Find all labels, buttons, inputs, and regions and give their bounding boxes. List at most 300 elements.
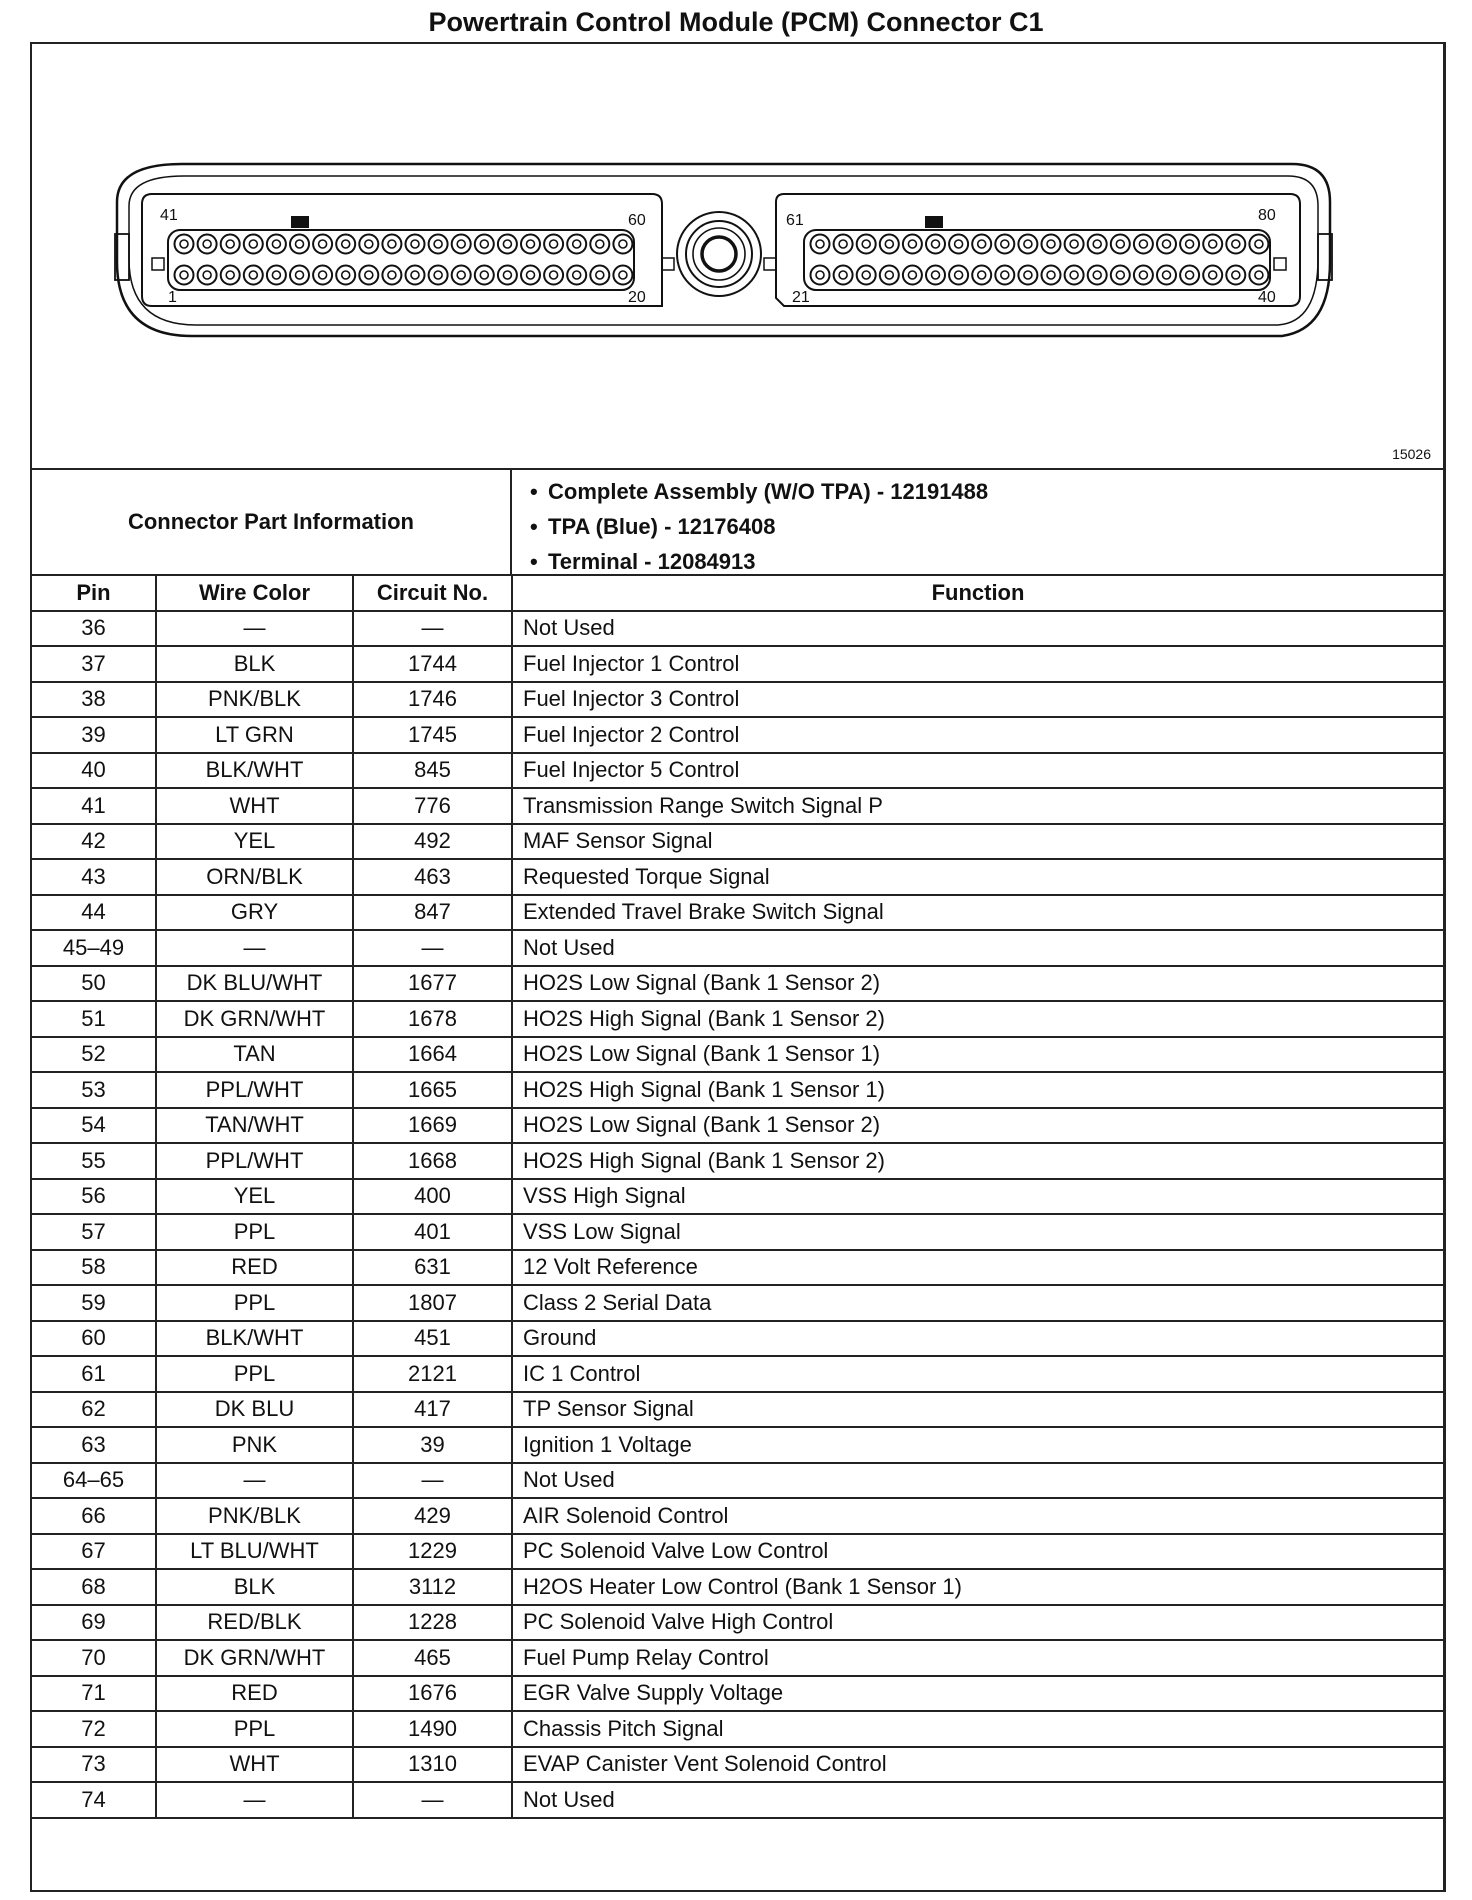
left-label-top-right: 60: [628, 212, 646, 229]
left-block-pin-contact: [550, 240, 558, 248]
cell-function: IC 1 Control: [512, 1356, 1443, 1392]
right-block-pin-hole: [834, 266, 853, 285]
left-block-pin-hole: [452, 235, 471, 254]
left-block-pin-hole: [336, 235, 355, 254]
table-row: [32, 1427, 1443, 1463]
right-block-pin-contact: [1163, 240, 1171, 248]
cell-wire-color: YEL: [156, 1179, 353, 1215]
cell-circuit-no: 401: [353, 1214, 512, 1250]
left-block-pin-contact: [365, 271, 373, 279]
left-block-pin-hole: [198, 266, 217, 285]
right-block-pin-contact: [1232, 240, 1240, 248]
right-block-pin-hole: [1180, 266, 1199, 285]
left-block-pin-hole: [336, 266, 355, 285]
part-info-list: [512, 474, 1442, 574]
cell-pin: 60: [32, 1321, 156, 1357]
left-block-pin-hole: [382, 235, 401, 254]
cell-function: Chassis Pitch Signal: [512, 1711, 1443, 1747]
cell-circuit-no: 1678: [353, 1001, 512, 1037]
right-block-pin-contact: [1209, 240, 1217, 248]
left-block-pin-contact: [296, 271, 304, 279]
table-row: [32, 1214, 1443, 1250]
cell-function: Fuel Injector 5 Control: [512, 753, 1443, 789]
cell-function: EGR Valve Supply Voltage: [512, 1676, 1443, 1712]
left-block-pin-contact: [480, 271, 488, 279]
table-row: [32, 1179, 1443, 1215]
right-label-top-left: 61: [786, 212, 804, 229]
connector-document-frame: [30, 42, 1446, 1892]
right-block-pin-contact: [955, 240, 963, 248]
connector-outer-shell: [117, 164, 1330, 336]
cell-pin: 66: [32, 1498, 156, 1534]
table-row: [32, 859, 1443, 895]
header-function: Function: [512, 576, 1443, 611]
table-row: [32, 1250, 1443, 1286]
right-block-pin-hole: [857, 266, 876, 285]
cell-function: Fuel Pump Relay Control: [512, 1640, 1443, 1676]
cell-wire-color: DK BLU/WHT: [156, 966, 353, 1002]
cell-circuit-no: 492: [353, 824, 512, 860]
cell-function: HO2S High Signal (Bank 1 Sensor 1): [512, 1072, 1443, 1108]
right-block-pin-contact: [1139, 240, 1147, 248]
right-block-pin-contact: [1047, 240, 1055, 248]
right-block-pin-hole: [880, 266, 899, 285]
center-right-key: [764, 258, 776, 270]
table-row: [32, 717, 1443, 753]
right-block-pin-contact: [932, 271, 940, 279]
cell-wire-color: GRY: [156, 895, 353, 931]
cell-wire-color: RED: [156, 1676, 353, 1712]
part-info-label: Connector Part Information: [32, 470, 512, 574]
right-block-pin-contact: [1255, 271, 1263, 279]
right-block-pin-contact: [1001, 240, 1009, 248]
cell-function: TP Sensor Signal: [512, 1392, 1443, 1428]
cell-circuit-no: 465: [353, 1640, 512, 1676]
right-block-pin-contact: [1186, 240, 1194, 248]
cell-wire-color: ORN/BLK: [156, 859, 353, 895]
cell-function: HO2S Low Signal (Bank 1 Sensor 1): [512, 1037, 1443, 1073]
table-row: [32, 895, 1443, 931]
table-row: [32, 788, 1443, 824]
table-row: [32, 1356, 1443, 1392]
left-block-pin-hole: [452, 266, 471, 285]
cell-wire-color: TAN/WHT: [156, 1108, 353, 1144]
cell-function: HO2S Low Signal (Bank 1 Sensor 2): [512, 1108, 1443, 1144]
left-block-pin-contact: [503, 240, 511, 248]
cell-wire-color: LT GRN: [156, 717, 353, 753]
right-block-pin-contact: [1209, 271, 1217, 279]
part-info-item: • TPA (Blue) - 12176408: [512, 509, 1442, 544]
left-block-pin-contact: [619, 240, 627, 248]
right-block-pin-contact: [955, 271, 963, 279]
right-block-pin-hole: [1042, 235, 1061, 254]
right-block-pin-contact: [1001, 271, 1009, 279]
left-block-pin-contact: [342, 271, 350, 279]
cell-circuit-no: —: [353, 1463, 512, 1499]
left-block-pin-contact: [388, 271, 396, 279]
table-row: [32, 753, 1443, 789]
left-block-pin-hole: [544, 266, 563, 285]
left-block-pin-hole: [429, 266, 448, 285]
right-block-pin-hole: [1018, 266, 1037, 285]
cell-pin: 62: [32, 1392, 156, 1428]
pinout-table: [32, 576, 1443, 1819]
right-block-pin-contact: [862, 271, 870, 279]
table-row: [32, 1676, 1443, 1712]
right-block-pin-hole: [1157, 266, 1176, 285]
cell-function: Not Used: [512, 1463, 1443, 1499]
left-block-pin-contact: [596, 240, 604, 248]
cell-circuit-no: 1745: [353, 717, 512, 753]
cell-wire-color: TAN: [156, 1037, 353, 1073]
table-row: [32, 611, 1443, 647]
right-block-pin-hole: [903, 235, 922, 254]
cell-wire-color: —: [156, 1463, 353, 1499]
left-block-pin-hole: [175, 235, 194, 254]
cell-pin: 59: [32, 1285, 156, 1321]
table-row: [32, 1782, 1443, 1818]
right-block-pin-hole: [949, 235, 968, 254]
cell-circuit-no: 776: [353, 788, 512, 824]
right-block-pin-contact: [839, 271, 847, 279]
cell-circuit-no: 3112: [353, 1569, 512, 1605]
cell-circuit-no: 1669: [353, 1108, 512, 1144]
cell-circuit-no: 417: [353, 1392, 512, 1428]
right-block-pin-hole: [880, 235, 899, 254]
cell-circuit-no: 847: [353, 895, 512, 931]
left-block-pin-hole: [475, 235, 494, 254]
right-block-pin-contact: [816, 240, 824, 248]
cell-function: MAF Sensor Signal: [512, 824, 1443, 860]
left-block-pin-hole: [406, 266, 425, 285]
cell-circuit-no: 1664: [353, 1037, 512, 1073]
cell-function: Not Used: [512, 611, 1443, 647]
left-block-pin-hole: [313, 266, 332, 285]
left-block-pin-hole: [567, 235, 586, 254]
left-block-pin-hole: [244, 266, 263, 285]
right-block-pin-contact: [816, 271, 824, 279]
table-row: [32, 1605, 1443, 1641]
connector-diagram: [32, 44, 1443, 470]
cell-wire-color: YEL: [156, 824, 353, 860]
right-block-pin-contact: [978, 240, 986, 248]
left-block-pin-contact: [503, 271, 511, 279]
cell-pin: 73: [32, 1747, 156, 1783]
cell-circuit-no: 845: [353, 753, 512, 789]
left-block-pin-hole: [267, 235, 286, 254]
connector-face-drawing: [32, 44, 1443, 468]
left-block-pin-contact: [249, 240, 257, 248]
cell-wire-color: LT BLU/WHT: [156, 1534, 353, 1570]
cell-function: Ground: [512, 1321, 1443, 1357]
right-block-pin-contact: [978, 271, 986, 279]
cell-function: Fuel Injector 1 Control: [512, 646, 1443, 682]
cell-wire-color: —: [156, 930, 353, 966]
cell-circuit-no: 631: [353, 1250, 512, 1286]
left-block-pin-contact: [619, 271, 627, 279]
cell-wire-color: PNK/BLK: [156, 682, 353, 718]
cell-function: HO2S High Signal (Bank 1 Sensor 2): [512, 1001, 1443, 1037]
right-block-pin-contact: [1255, 240, 1263, 248]
cell-pin: 56: [32, 1179, 156, 1215]
cell-pin: 43: [32, 859, 156, 895]
cell-wire-color: PPL: [156, 1356, 353, 1392]
right-block-pin-hole: [926, 266, 945, 285]
right-block-pin-hole: [1111, 266, 1130, 285]
right-block-pin-hole: [1088, 266, 1107, 285]
right-label-bottom-left: 21: [792, 289, 810, 306]
left-block-pin-hole: [290, 235, 309, 254]
left-label-bottom-left: 1: [168, 289, 177, 306]
left-block-pin-hole: [313, 235, 332, 254]
right-block-pin-hole: [1203, 266, 1222, 285]
cell-function: EVAP Canister Vent Solenoid Control: [512, 1747, 1443, 1783]
cell-pin: 41: [32, 788, 156, 824]
cell-pin: 57: [32, 1214, 156, 1250]
cell-wire-color: BLK/WHT: [156, 753, 353, 789]
left-block-pin-contact: [226, 240, 234, 248]
cell-circuit-no: 1676: [353, 1676, 512, 1712]
cell-pin: 37: [32, 646, 156, 682]
cell-function: 12 Volt Reference: [512, 1250, 1443, 1286]
cell-function: Fuel Injector 2 Control: [512, 717, 1443, 753]
cell-wire-color: WHT: [156, 788, 353, 824]
right-block-pin-hole: [1088, 235, 1107, 254]
cell-pin: 72: [32, 1711, 156, 1747]
right-block-pin-contact: [1070, 271, 1078, 279]
table-row: [32, 1534, 1443, 1570]
left-block-pin-hole: [590, 266, 609, 285]
left-block-pin-hole: [175, 266, 194, 285]
left-block-pin-hole: [521, 266, 540, 285]
right-block-pin-hole: [811, 266, 830, 285]
right-block-pin-hole: [811, 235, 830, 254]
cell-circuit-no: 1490: [353, 1711, 512, 1747]
cell-circuit-no: 1665: [353, 1072, 512, 1108]
left-block-pin-contact: [296, 240, 304, 248]
right-label-bottom-right: 40: [1258, 289, 1276, 306]
right-block-pin-hole: [1203, 235, 1222, 254]
left-block-pin-contact: [434, 271, 442, 279]
cell-wire-color: DK BLU: [156, 1392, 353, 1428]
right-pin1-marker: [925, 216, 943, 228]
cell-pin: 40: [32, 753, 156, 789]
cell-function: PC Solenoid Valve High Control: [512, 1605, 1443, 1641]
left-block-pin-hole: [498, 266, 517, 285]
left-block-pin-contact: [550, 271, 558, 279]
right-block-pin-hole: [949, 266, 968, 285]
cell-pin: 68: [32, 1569, 156, 1605]
right-block-pin-hole: [857, 235, 876, 254]
cell-pin: 39: [32, 717, 156, 753]
cell-circuit-no: 2121: [353, 1356, 512, 1392]
cell-pin: 58: [32, 1250, 156, 1286]
cell-function: Ignition 1 Voltage: [512, 1427, 1443, 1463]
connector-part-information: [32, 470, 1443, 576]
left-block-pin-contact: [596, 271, 604, 279]
cell-wire-color: BLK/WHT: [156, 1321, 353, 1357]
cell-pin: 45–49: [32, 930, 156, 966]
right-block-pin-contact: [885, 271, 893, 279]
right-block-pin-contact: [932, 240, 940, 248]
cell-circuit-no: 429: [353, 1498, 512, 1534]
cell-pin: 44: [32, 895, 156, 931]
right-block-pin-contact: [1116, 240, 1124, 248]
left-block-pin-contact: [573, 240, 581, 248]
cell-function: Transmission Range Switch Signal P: [512, 788, 1443, 824]
cell-pin: 63: [32, 1427, 156, 1463]
left-block-pin-contact: [457, 240, 465, 248]
table-row: [32, 1463, 1443, 1499]
left-block-pin-contact: [226, 271, 234, 279]
right-block-pin-hole: [926, 235, 945, 254]
table-row: [32, 1498, 1443, 1534]
figure-number: 15026: [1392, 446, 1431, 462]
table-row: [32, 1321, 1443, 1357]
cell-circuit-no: 1746: [353, 682, 512, 718]
table-header-row: [32, 576, 1443, 611]
cell-wire-color: —: [156, 611, 353, 647]
cell-function: Class 2 Serial Data: [512, 1285, 1443, 1321]
right-block-pin-contact: [1232, 271, 1240, 279]
center-guide-outer: [677, 212, 761, 296]
left-block-pin-contact: [388, 240, 396, 248]
cell-function: VSS High Signal: [512, 1179, 1443, 1215]
cell-circuit-no: —: [353, 930, 512, 966]
cell-function: AIR Solenoid Control: [512, 1498, 1443, 1534]
right-label-top-right: 80: [1258, 207, 1276, 224]
center-guide-post: [702, 237, 736, 271]
left-block-pin-hole: [613, 235, 632, 254]
right-block-pin-hole: [1111, 235, 1130, 254]
cell-wire-color: —: [156, 1782, 353, 1818]
left-block-pin-hole: [244, 235, 263, 254]
cell-circuit-no: 1229: [353, 1534, 512, 1570]
table-row: [32, 1747, 1443, 1783]
left-block-pin-contact: [342, 240, 350, 248]
cell-wire-color: PPL: [156, 1711, 353, 1747]
table-row: [32, 824, 1443, 860]
cell-wire-color: PPL/WHT: [156, 1072, 353, 1108]
table-row: [32, 1108, 1443, 1144]
right-block-pin-contact: [1070, 240, 1078, 248]
table-row: [32, 1711, 1443, 1747]
table-row: [32, 1143, 1443, 1179]
cell-pin: 55: [32, 1143, 156, 1179]
left-block-pin-hole: [544, 235, 563, 254]
cell-wire-color: WHT: [156, 1747, 353, 1783]
right-block-pin-contact: [1116, 271, 1124, 279]
left-block-pin-contact: [527, 271, 535, 279]
cell-wire-color: BLK: [156, 646, 353, 682]
cell-wire-color: RED/BLK: [156, 1605, 353, 1641]
cell-pin: 42: [32, 824, 156, 860]
left-block-pin-hole: [221, 235, 240, 254]
cell-wire-color: PNK: [156, 1427, 353, 1463]
cell-wire-color: PPL: [156, 1214, 353, 1250]
right-block-pin-hole: [1134, 235, 1153, 254]
right-block-pin-hole: [834, 235, 853, 254]
right-block-pin-hole: [1042, 266, 1061, 285]
left-block-pin-contact: [272, 240, 280, 248]
right-block-pin-hole: [1226, 235, 1245, 254]
table-row: [32, 1569, 1443, 1605]
cell-wire-color: PPL/WHT: [156, 1143, 353, 1179]
left-block-pin-contact: [457, 271, 465, 279]
cell-pin: 74: [32, 1782, 156, 1818]
cell-function: Requested Torque Signal: [512, 859, 1443, 895]
cell-pin: 53: [32, 1072, 156, 1108]
left-pin1-marker: [291, 216, 309, 228]
cell-circuit-no: 1668: [353, 1143, 512, 1179]
cell-wire-color: BLK: [156, 1569, 353, 1605]
table-row: [32, 1640, 1443, 1676]
cell-function: HO2S High Signal (Bank 1 Sensor 2): [512, 1143, 1443, 1179]
cell-pin: 61: [32, 1356, 156, 1392]
left-block-pin-contact: [411, 271, 419, 279]
cell-pin: 38: [32, 682, 156, 718]
cell-pin: 64–65: [32, 1463, 156, 1499]
left-block-pin-hole: [567, 266, 586, 285]
part-info-item: • Complete Assembly (W/O TPA) - 12191488: [512, 474, 1442, 509]
cell-circuit-no: 1807: [353, 1285, 512, 1321]
left-block-pin-contact: [272, 271, 280, 279]
right-block-pin-contact: [1024, 240, 1032, 248]
left-key: [152, 258, 164, 270]
right-block-pin-hole: [1226, 266, 1245, 285]
right-block-pin-contact: [1139, 271, 1147, 279]
table-row: [32, 646, 1443, 682]
header-wire-color: Wire Color: [156, 576, 353, 611]
cell-circuit-no: 400: [353, 1179, 512, 1215]
left-block-pin-contact: [249, 271, 257, 279]
left-block-pin-hole: [590, 235, 609, 254]
cell-function: Fuel Injector 3 Control: [512, 682, 1443, 718]
left-block-pin-hole: [498, 235, 517, 254]
cell-wire-color: RED: [156, 1250, 353, 1286]
left-label-top-left: 41: [160, 207, 178, 224]
left-block-pin-hole: [613, 266, 632, 285]
left-block-pin-contact: [573, 271, 581, 279]
left-block-pin-hole: [429, 235, 448, 254]
part-info-item: • Terminal - 12084913: [512, 544, 1442, 579]
cell-function: Not Used: [512, 930, 1443, 966]
table-row: [32, 966, 1443, 1002]
cell-pin: 50: [32, 966, 156, 1002]
right-block-pin-hole: [903, 266, 922, 285]
left-block-pin-hole: [290, 266, 309, 285]
page-title: Powertrain Control Module (PCM) Connector C1: [428, 7, 1044, 37]
table-row: [32, 930, 1443, 966]
left-block-pin-contact: [180, 271, 188, 279]
left-block-pin-contact: [203, 240, 211, 248]
left-block-pin-contact: [527, 240, 535, 248]
cell-pin: 69: [32, 1605, 156, 1641]
right-block-pin-hole: [1180, 235, 1199, 254]
cell-function: VSS Low Signal: [512, 1214, 1443, 1250]
cell-circuit-no: 1677: [353, 966, 512, 1002]
right-block-pin-hole: [972, 235, 991, 254]
cell-circuit-no: 451: [353, 1321, 512, 1357]
right-block-pin-hole: [1065, 266, 1084, 285]
right-block-pin-contact: [839, 240, 847, 248]
cell-pin: 71: [32, 1676, 156, 1712]
center-guide-ring: [686, 221, 752, 287]
cell-wire-color: PPL: [156, 1285, 353, 1321]
center-left-key: [662, 258, 674, 270]
left-block-pin-hole: [198, 235, 217, 254]
cell-circuit-no: 1310: [353, 1747, 512, 1783]
